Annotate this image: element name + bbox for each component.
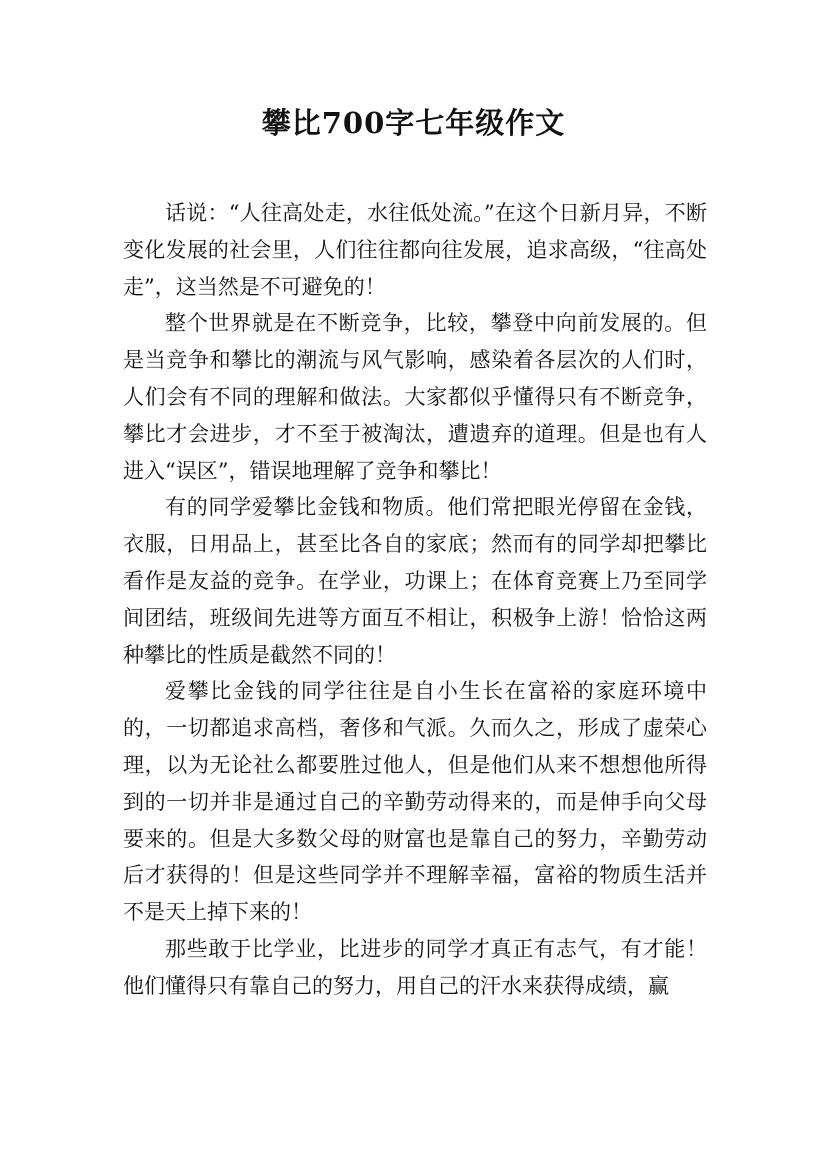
paragraph-5: 那些敢于比学业，比进步的同学才真正有志气，有才能！他们懂得只有靠自己的努力，用自己的汗水来获得成绩，赢 — [123, 936, 707, 998]
paragraph-4: 爱攀比金钱的同学往往是自小生长在富裕的家庭环境中的，一切都追求高档，奢侈和气派。久而久之，形成了虚荣心理，以为无论社么都要胜过他人，但是他们从来不想想他所得到的一切并非是通过自己的辛勤劳动得来的，而是伸手向父母要来的。但是大多数父母的财富也是靠自己的努力，辛勤劳动后才获得的！但是这些同学并不理解幸福，富裕的物质生活并不是天上掉下来的！ — [123, 679, 707, 925]
paragraph-3: 有的同学爱攀比金钱和物质。他们常把眼光停留在金钱，衣服，日用品上，甚至比各自的家底；然而有的同学却把攀比看作是友益的竞争。在学业，功课上；在体育竞赛上乃至同学间团结，班级间先进等方面互不相让，积极争上游！恰恰这两种攀比的性质是截然不同的！ — [123, 495, 707, 667]
document-title: 攀比700字七年级作文 — [261, 106, 566, 140]
paragraph-1: 话说：“人往高处走，水往低处流。”在这个日新月异，不断变化发展的社会里，人们往往都向往发展，追求高级，“往高处走”，这当然是不可避免的！ — [123, 201, 707, 299]
document-body — [123, 195, 707, 1005]
paragraph-2: 整个世界就是在不断竞争，比较，攀登中向前发展的。但是当竞争和攀比的潮流与风气影响，感染着各层次的人们时，人们会有不同的理解和做法。大家都似乎懂得只有不断竞争，攀比才会进步，才不至于被淘汰，遭遗弃的道理。但是也有人进入“误区”，错误地理解了竞争和攀比！ — [123, 311, 707, 483]
